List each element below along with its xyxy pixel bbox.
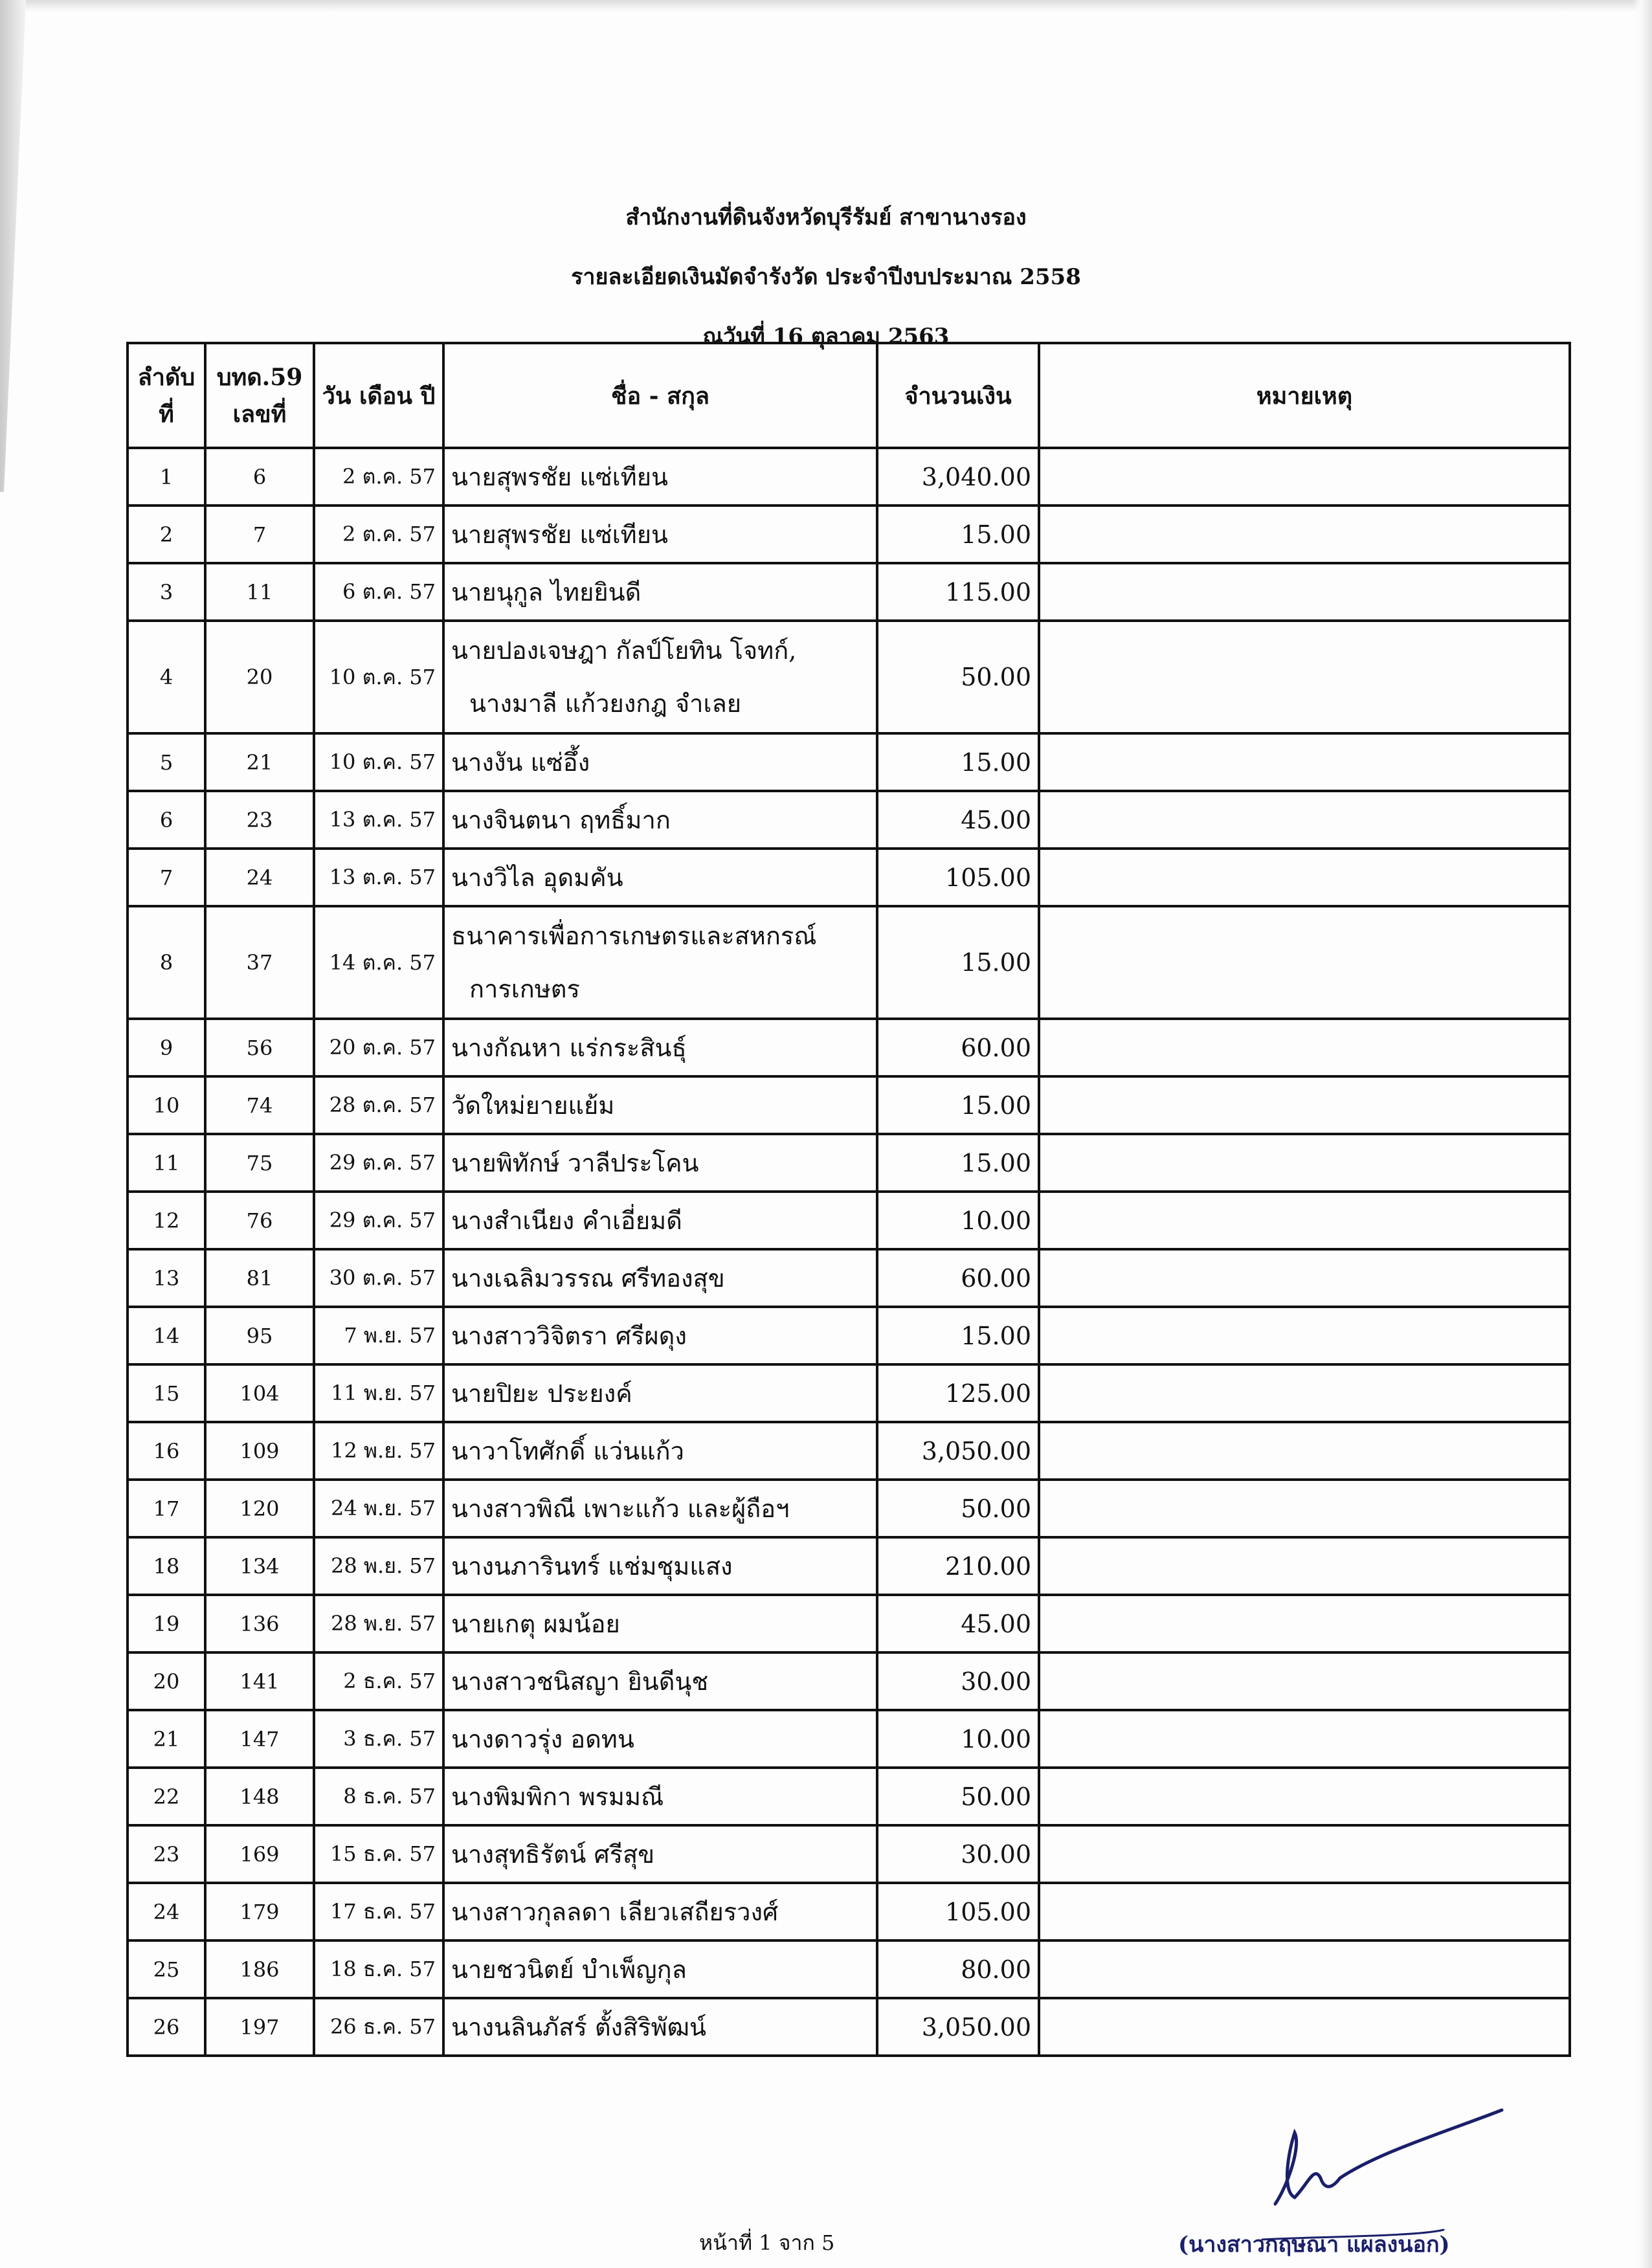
- row-note: [1039, 506, 1570, 563]
- table-row: [128, 1076, 1570, 1134]
- row-note: [1039, 849, 1570, 906]
- row-note: [1039, 1537, 1570, 1595]
- col-header-name: ชื่อ - สกุล: [443, 343, 877, 448]
- row-name-line: นางสำเนียง คำเอี่ยมดี: [451, 1206, 682, 1235]
- row-amount: 50.00: [877, 621, 1039, 733]
- row-amount: 15.00: [877, 506, 1039, 563]
- table-row: [128, 1364, 1570, 1422]
- row-ref: 20: [205, 621, 314, 733]
- row-date: 24 พ.ย. 57: [314, 1480, 443, 1537]
- row-name-line: นางสุทธิรัตน์ ศรีสุข: [451, 1840, 655, 1869]
- row-name-line: นายสุพรชัย แซ่เทียน: [451, 520, 668, 549]
- row-name-line: นางนภารินทร์ แช่มชุมแสง: [451, 1551, 733, 1581]
- row-note: [1039, 1652, 1570, 1710]
- row-name: [443, 1134, 877, 1192]
- row-note: [1039, 1883, 1570, 1940]
- row-ref: 95: [205, 1307, 314, 1364]
- row-date: 11 พ.ย. 57: [314, 1364, 443, 1422]
- row-amount: 10.00: [877, 1710, 1039, 1768]
- row-note: [1039, 448, 1570, 506]
- table-row: [128, 506, 1570, 563]
- row-name: [443, 563, 877, 621]
- table-row: [128, 1768, 1570, 1825]
- row-name: [443, 506, 877, 563]
- row-ref: 24: [205, 849, 314, 906]
- row-name: [443, 1940, 877, 1998]
- row-name-line: นางมาลี แก้วยงกฎ จำเลย: [469, 689, 742, 718]
- row-note: [1039, 1076, 1570, 1134]
- row-date: 15 ธ.ค. 57: [314, 1825, 443, 1883]
- row-name-line: นางพิมพิกา พรมมณี: [451, 1782, 664, 1811]
- row-amount: 15.00: [877, 1134, 1039, 1192]
- row-date: 14 ต.ค. 57: [314, 906, 443, 1019]
- row-name: [443, 1019, 877, 1076]
- row-ref: 81: [205, 1249, 314, 1307]
- row-date: 13 ต.ค. 57: [314, 849, 443, 906]
- row-amount: 45.00: [877, 791, 1039, 849]
- row-note: [1039, 1019, 1570, 1076]
- col-header-ref: บทด.59 เลขที่: [205, 343, 314, 448]
- row-ref: 11: [205, 563, 314, 621]
- row-ref: 23: [205, 791, 314, 849]
- row-amount: 15.00: [877, 1076, 1039, 1134]
- row-date: 17 ธ.ค. 57: [314, 1883, 443, 1940]
- row-amount: 3,050.00: [877, 1998, 1039, 2056]
- table-header-row: [128, 343, 1570, 448]
- row-amount: 15.00: [877, 906, 1039, 1019]
- table-row: [128, 1134, 1570, 1192]
- row-date: 2 ต.ค. 57: [314, 448, 443, 506]
- row-name: [443, 791, 877, 849]
- row-seq: 20: [128, 1652, 205, 1710]
- row-name: [443, 1595, 877, 1652]
- row-note: [1039, 1422, 1570, 1480]
- row-amount: 125.00: [877, 1364, 1039, 1422]
- row-seq: 4: [128, 621, 205, 733]
- row-name: [443, 1883, 877, 1940]
- row-name: [443, 1480, 877, 1537]
- table-row: [128, 1307, 1570, 1364]
- row-name: [443, 1307, 877, 1364]
- row-seq: 15: [128, 1364, 205, 1422]
- table-row: [128, 1940, 1570, 1998]
- row-seq: 7: [128, 849, 205, 906]
- row-amount: 45.00: [877, 1595, 1039, 1652]
- row-ref: 37: [205, 906, 314, 1019]
- table-row: [128, 849, 1570, 906]
- row-name: [443, 1768, 877, 1825]
- row-note: [1039, 563, 1570, 621]
- table-row: [128, 1480, 1570, 1537]
- row-ref: 109: [205, 1422, 314, 1480]
- table-row: [128, 621, 1570, 733]
- row-name: [443, 1710, 877, 1768]
- col-header-amount: จำนวนเงิน: [877, 343, 1039, 448]
- row-amount: 15.00: [877, 1307, 1039, 1364]
- row-note: [1039, 1307, 1570, 1364]
- table-row: [128, 733, 1570, 791]
- row-date: 10 ต.ค. 57: [314, 621, 443, 733]
- row-name-line: นายเกตุ ผมน้อย: [451, 1609, 620, 1638]
- row-seq: 26: [128, 1998, 205, 2056]
- row-amount: 50.00: [877, 1768, 1039, 1825]
- row-note: [1039, 1710, 1570, 1768]
- row-name: [443, 906, 877, 1019]
- row-amount: 210.00: [877, 1537, 1039, 1595]
- row-name: [443, 733, 877, 791]
- row-seq: 23: [128, 1825, 205, 1883]
- row-name: [443, 1076, 877, 1134]
- row-date: 29 ต.ค. 57: [314, 1134, 443, 1192]
- row-seq: 14: [128, 1307, 205, 1364]
- row-amount: 60.00: [877, 1019, 1039, 1076]
- row-seq: 9: [128, 1019, 205, 1076]
- row-name-line: นายนุกูล ไทยยินดี: [451, 577, 642, 606]
- table-row: [128, 1710, 1570, 1768]
- row-name-line: วัดใหม่ยายแย้ม: [451, 1091, 615, 1120]
- row-name-line: นายพิทักษ์ วาลีประโคน: [451, 1148, 699, 1177]
- row-note: [1039, 1825, 1570, 1883]
- row-ref: 136: [205, 1595, 314, 1652]
- row-date: 6 ต.ค. 57: [314, 563, 443, 621]
- row-name-line: นางนลินภัสร์ ตั้งสิริพัฒน์: [451, 2012, 707, 2041]
- row-note: [1039, 1192, 1570, 1249]
- row-note: [1039, 1480, 1570, 1537]
- row-note: [1039, 1134, 1570, 1192]
- row-name-line: การเกษตร: [469, 975, 580, 1003]
- row-note: [1039, 791, 1570, 849]
- row-date: 3 ธ.ค. 57: [314, 1710, 443, 1768]
- row-seq: 22: [128, 1768, 205, 1825]
- row-seq: 21: [128, 1710, 205, 1768]
- row-name-line: นางเฉลิมวรรณ ศรีทองสุข: [451, 1263, 725, 1293]
- row-note: [1039, 1768, 1570, 1825]
- row-amount: 80.00: [877, 1940, 1039, 1998]
- row-name-line: นางสาวชนิสญา ยินดีนุช: [451, 1667, 709, 1696]
- row-ref: 75: [205, 1134, 314, 1192]
- row-name-line: นางกัณหา แร่กระสินธุ์: [451, 1033, 687, 1062]
- row-note: [1039, 1940, 1570, 1998]
- row-date: 2 ต.ค. 57: [314, 506, 443, 563]
- row-name: [443, 1825, 877, 1883]
- row-amount: 105.00: [877, 849, 1039, 906]
- row-note: [1039, 733, 1570, 791]
- row-ref: 56: [205, 1019, 314, 1076]
- row-date: 2 ธ.ค. 57: [314, 1652, 443, 1710]
- row-amount: 115.00: [877, 563, 1039, 621]
- row-ref: 141: [205, 1652, 314, 1710]
- row-amount: 105.00: [877, 1883, 1039, 1940]
- row-ref: 169: [205, 1825, 314, 1883]
- row-seq: 16: [128, 1422, 205, 1480]
- row-name-line: นางสาวกุลลดา เลียวเสถียรวงศ์: [451, 1897, 779, 1926]
- table-row: [128, 1998, 1570, 2056]
- row-amount: 3,050.00: [877, 1422, 1039, 1480]
- row-name: [443, 1192, 877, 1249]
- table-row: [128, 1883, 1570, 1940]
- row-seq: 18: [128, 1537, 205, 1595]
- row-name-line: นายปองเจษฎา กัลป์โยทิน โจทก์,: [451, 636, 797, 665]
- row-date: 30 ต.ค. 57: [314, 1249, 443, 1307]
- row-date: 28 ต.ค. 57: [314, 1076, 443, 1134]
- row-ref: 197: [205, 1998, 314, 2056]
- row-seq: 8: [128, 906, 205, 1019]
- row-name: [443, 1249, 877, 1307]
- row-seq: 11: [128, 1134, 205, 1192]
- row-date: 8 ธ.ค. 57: [314, 1768, 443, 1825]
- row-amount: 30.00: [877, 1652, 1039, 1710]
- row-date: 13 ต.ค. 57: [314, 791, 443, 849]
- signer-name: (นางสาวกฤษณา แผลงนอก): [1178, 2232, 1450, 2258]
- row-name-line: นางสาววิจิตรา ศรีผดุง: [451, 1321, 687, 1350]
- table-row: [128, 1249, 1570, 1307]
- table-body: [128, 448, 1570, 2056]
- row-name: [443, 849, 877, 906]
- row-seq: 5: [128, 733, 205, 791]
- col-header-note: หมายเหตุ: [1039, 343, 1570, 448]
- row-note: [1039, 1364, 1570, 1422]
- row-amount: 3,040.00: [877, 448, 1039, 506]
- row-date: 29 ต.ค. 57: [314, 1192, 443, 1249]
- page-number: หน้าที่ 1 จาก 5: [699, 2230, 835, 2255]
- row-note: [1039, 1998, 1570, 2056]
- row-amount: 60.00: [877, 1249, 1039, 1307]
- row-amount: 10.00: [877, 1192, 1039, 1249]
- document-title: รายละเอียดเงินมัดจำรังวัด ประจำปีงบประมาณ 2558: [571, 264, 1081, 290]
- col-header-date: วัน เดือน ปี: [314, 343, 443, 448]
- row-note: [1039, 621, 1570, 733]
- row-ref: 104: [205, 1364, 314, 1422]
- table-row: [128, 1019, 1570, 1076]
- deposit-table: [126, 342, 1571, 2057]
- row-seq: 17: [128, 1480, 205, 1537]
- table-row: [128, 1652, 1570, 1710]
- row-seq: 25: [128, 1940, 205, 1998]
- row-amount: 50.00: [877, 1480, 1039, 1537]
- row-date: 28 พ.ย. 57: [314, 1537, 443, 1595]
- row-name-line: นางดาวรุ่ง อดทน: [451, 1724, 634, 1753]
- row-date: 18 ธ.ค. 57: [314, 1940, 443, 1998]
- row-ref: 148: [205, 1768, 314, 1825]
- row-ref: 21: [205, 733, 314, 791]
- row-name: [443, 1537, 877, 1595]
- table-row: [128, 1595, 1570, 1652]
- table-row: [128, 906, 1570, 1019]
- row-name-line: นางสาวพิณี เพาะแก้ว และผู้ถือฯ: [451, 1494, 790, 1523]
- office-name: สำนักงานที่ดินจังหวัดบุรีรัมย์ สาขานางรอง: [625, 205, 1027, 230]
- document-header: [0, 188, 1652, 366]
- table-row: [128, 1537, 1570, 1595]
- row-name-line: นาวาโทศักดิ์ แว่นแก้ว: [451, 1436, 684, 1465]
- row-name: [443, 448, 877, 506]
- row-name: [443, 1652, 877, 1710]
- row-date: 20 ต.ค. 57: [314, 1019, 443, 1076]
- table-row: [128, 563, 1570, 621]
- row-ref: 6: [205, 448, 314, 506]
- row-date: 26 ธ.ค. 57: [314, 1998, 443, 2056]
- table-row: [128, 1422, 1570, 1480]
- row-name-line: นายชวนิตย์ บำเพ็ญกุล: [451, 1955, 687, 1984]
- table-row: [128, 448, 1570, 506]
- row-note: [1039, 906, 1570, 1019]
- table-row: [128, 1825, 1570, 1883]
- row-amount: 30.00: [877, 1825, 1039, 1883]
- row-name: [443, 1998, 877, 2056]
- row-ref: 7: [205, 506, 314, 563]
- row-seq: 2: [128, 506, 205, 563]
- row-ref: 74: [205, 1076, 314, 1134]
- row-name-line: นางจินตนา ฤทธิ์มาก: [451, 805, 671, 834]
- row-ref: 186: [205, 1940, 314, 1998]
- table-row: [128, 791, 1570, 849]
- row-seq: 24: [128, 1883, 205, 1940]
- row-seq: 3: [128, 563, 205, 621]
- row-name-line: นางวิไล อุดมคัน: [451, 863, 623, 892]
- row-name-line: นางงัน แซ่อึ้ง: [451, 748, 590, 777]
- row-date: 10 ต.ค. 57: [314, 733, 443, 791]
- row-seq: 6: [128, 791, 205, 849]
- row-amount: 15.00: [877, 733, 1039, 791]
- row-ref: 76: [205, 1192, 314, 1249]
- row-seq: 10: [128, 1076, 205, 1134]
- row-seq: 1: [128, 448, 205, 506]
- row-ref: 134: [205, 1537, 314, 1595]
- as-of-date: ณวันที่ 16 ตุลาคม 2563: [702, 324, 950, 350]
- row-seq: 19: [128, 1595, 205, 1652]
- table-row: [128, 1192, 1570, 1249]
- row-seq: 13: [128, 1249, 205, 1307]
- row-name-line: นายสุพรชัย แซ่เทียน: [451, 462, 668, 491]
- row-ref: 120: [205, 1480, 314, 1537]
- row-name: [443, 1422, 877, 1480]
- row-name: [443, 621, 877, 733]
- scan-edge-top: [0, 0, 1652, 12]
- row-name: [443, 1364, 877, 1422]
- row-note: [1039, 1595, 1570, 1652]
- row-note: [1039, 1249, 1570, 1307]
- col-header-seq: ลำดับที่: [128, 343, 205, 448]
- row-date: 7 พ.ย. 57: [314, 1307, 443, 1364]
- row-name-line: นายปิยะ ประยงค์: [451, 1379, 632, 1408]
- row-ref: 179: [205, 1883, 314, 1940]
- row-seq: 12: [128, 1192, 205, 1249]
- row-name-line: ธนาคารเพื่อการเกษตรและสหกรณ์: [451, 922, 817, 950]
- row-date: 28 พ.ย. 57: [314, 1595, 443, 1652]
- row-date: 12 พ.ย. 57: [314, 1422, 443, 1480]
- row-ref: 147: [205, 1710, 314, 1768]
